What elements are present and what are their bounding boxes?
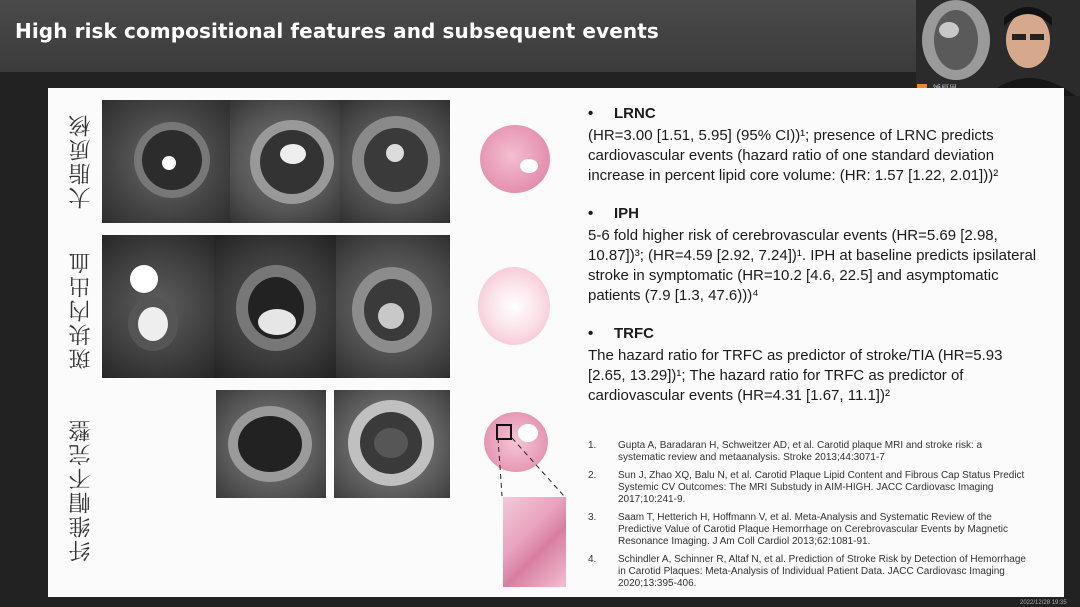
bullet-icon: •: [588, 205, 594, 222]
bullet-icon: •: [588, 325, 594, 342]
mri-image-iph-3: [336, 235, 450, 378]
reference-item: 1. Gupta A, Baradaran H, Schweitzer AD, et al. Carotid plaque MRI and stroke risk: a systematic review and metaanalysis. Stroke 2013;44:3071-7: [588, 440, 983, 463]
zoom-guide-lines: [488, 428, 568, 498]
finding-title: IPH: [614, 205, 640, 222]
mri-image-iph-1: [102, 235, 214, 378]
finding-title: LRNC: [614, 105, 656, 122]
histology-iph: [478, 267, 550, 345]
mri-image-trfc-1: [216, 390, 326, 498]
mri-image-lrnc-2: [230, 100, 340, 223]
finding-body: 5-6 fold higher risk of cerebrovascular events (HR=5.69 [2.98, 10.87])³; (HR=4.59 [2.92, 7.24])¹. IPH at baseline predicts ipsilateral stroke in symptomatic (HR=10.2 [4.6, 22.5] and asymptomatic patients (7.9 [1.3, 47.6)))⁴: [588, 227, 1037, 304]
speaker-video[interactable]: [916, 0, 1080, 96]
findings-list: [588, 104, 1040, 424]
timestamp: 2022/12/28 19:35: [1020, 600, 1067, 606]
row-label-hemorrhage: 斑块内出血: [69, 250, 94, 370]
finding-body: (HR=3.00 [1.51, 5.95] (95% CI))¹; presence of LRNC predicts cardiovascular events (hazard ratio of one standard deviation increase in percent lipid core volume: (HR: 1.57 [1.22, 2.01]))²: [588, 127, 999, 184]
speaker-video-frame: [916, 0, 1080, 96]
finding-body: The hazard ratio for TRFC as predictor of stroke/TIA (HR=5.93 [2.65, 13.29])¹; The hazard ratio for TRFC as predictor of cardiovascular events (HR=4.31 [1.67, 11.1])²: [588, 347, 1003, 404]
mri-image-trfc-2: [334, 390, 450, 498]
reference-item: 4. Schindler A, Schinner R, Altaf N, et al. Prediction of Stroke Risk by Detection of Hemorrhage in Carotid Plaques: Meta-Analysis of Individual Patient Data. JACC Cardiovasc Imaging 2020;13:395-406.: [588, 554, 1026, 589]
references-list: [588, 440, 1028, 596]
reference-item: 3. Saam T, Hetterich H, Hoffmann V, et al. Meta-Analysis and Systematic Review of the Predictive Value of Carotid Plaque Hemorrhage on Cerebrovascular Events by Magnetic Resonance Imaging. J Am Coll Cardiol 2013;62:1081-91.: [588, 512, 1009, 547]
bullet-icon: •: [588, 105, 594, 122]
mri-image-iph-2: [214, 235, 336, 378]
mri-image-lrnc-3: [340, 100, 450, 223]
slide-title: High risk compositional features and subsequent events: [15, 19, 659, 43]
histology-zoom-inset: [503, 497, 566, 587]
finding-trfc: [588, 324, 1040, 406]
row-label-fibrous-cap: 纤维帽不完整: [69, 418, 94, 562]
histology-lrnc: [480, 125, 550, 193]
finding-title: TRFC: [614, 325, 654, 342]
mri-image-lrnc-1: [102, 100, 230, 223]
finding-iph: [588, 204, 1040, 306]
finding-lrnc: [588, 104, 1040, 186]
reference-item: 2. Sun J, Zhao XQ, Balu N, et al. Carotid Plaque Lipid Content and Fibrous Cap Status Predict Systemic CV Outcomes: The MRI Substudy in AIM-HIGH. JACC Cardiovasc Imaging 2017;10:241-9.: [588, 470, 1025, 505]
row-label-lipid-core: 大脂质核: [69, 113, 94, 209]
